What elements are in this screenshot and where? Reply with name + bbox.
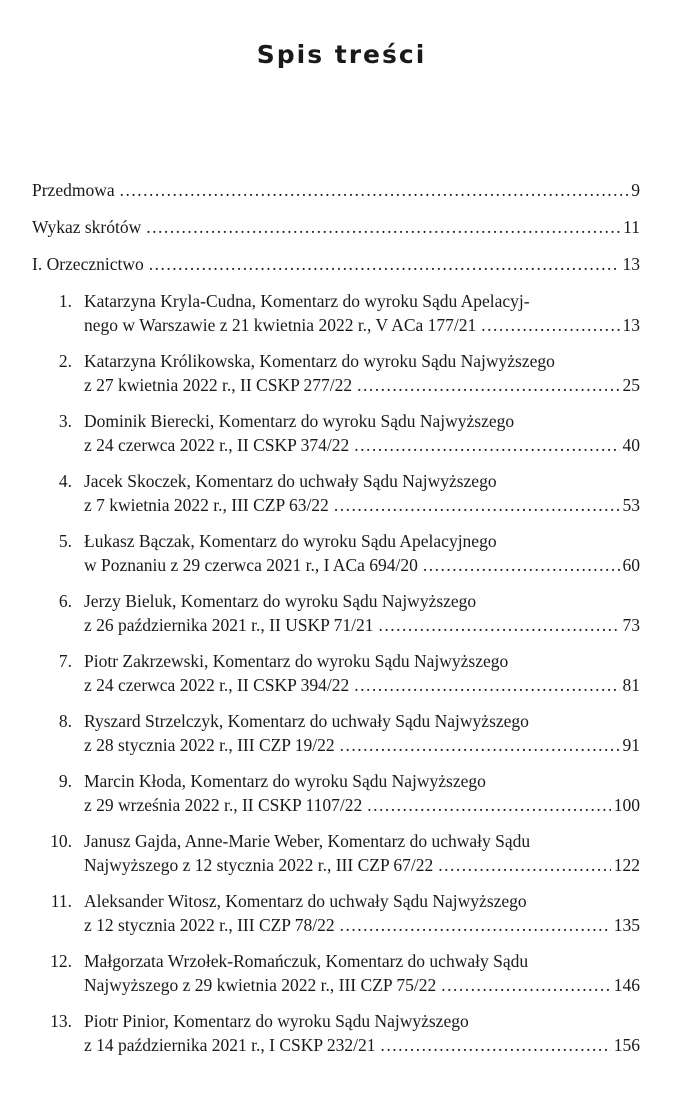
toc-subentry-line1: Katarzyna Królikowska, Komentarz do wyroku Sądu Najwyższego: [84, 351, 555, 371]
toc-subentry-number: 5.: [58, 531, 72, 551]
toc-subentry-page: 156: [613, 1035, 640, 1055]
toc-subentry[interactable]: [32, 349, 640, 409]
dot-leader: [149, 252, 620, 276]
dot-leader: [379, 613, 620, 637]
toc-subentry-line1: Jerzy Bieluk, Komentarz do wyroku Sądu Najwyższego: [84, 591, 477, 611]
toc-subentry-line2: z 24 czerwca 2022 r., II CSKP 394/22: [84, 675, 350, 695]
toc-subentry-page: 100: [613, 795, 640, 815]
toc-subentry-number: 11.: [50, 891, 72, 911]
dot-leader: [423, 553, 620, 577]
table-of-contents: [32, 178, 640, 1069]
dot-leader: [340, 913, 611, 937]
toc-subentry-page: 13: [622, 315, 640, 335]
toc-subentry-line1: Piotr Zakrzewski, Komentarz do wyroku Sądu Najwyższego: [84, 651, 509, 671]
toc-subentry-line2: nego w Warszawie z 21 kwietnia 2022 r., V ACa 177/21: [84, 315, 477, 335]
toc-subentry[interactable]: [32, 289, 640, 349]
toc-subentry-page: 91: [622, 735, 640, 755]
toc-subentry-number: 4.: [58, 471, 72, 491]
toc-subentry-number: 10.: [50, 831, 72, 851]
toc-subentry-page: 73: [622, 615, 640, 635]
toc-subentry-page: 53: [622, 495, 640, 515]
toc-subentry-number: 3.: [58, 411, 72, 431]
toc-subentry[interactable]: [32, 529, 640, 589]
toc-subentry-line2: z 28 stycznia 2022 r., III CZP 19/22: [84, 735, 335, 755]
dot-leader: [367, 793, 611, 817]
toc-subentry-line1: Łukasz Bączak, Komentarz do wyroku Sądu Apelacyjnego: [84, 531, 497, 551]
dot-leader: [438, 853, 610, 877]
toc-subentry-page: 146: [613, 975, 640, 995]
toc-subentry-line2: z 7 kwietnia 2022 r., III CZP 63/22: [84, 495, 329, 515]
toc-entry-label: Przedmowa: [32, 180, 115, 200]
dot-leader: [120, 178, 629, 202]
toc-subentry-line2: w Poznaniu z 29 czerwca 2021 r., I ACa 694/20: [84, 555, 418, 575]
toc-subentry-line1: Jacek Skoczek, Komentarz do uchwały Sądu Najwyższego: [84, 471, 497, 491]
toc-subentry-number: 12.: [50, 951, 72, 971]
toc-entry-label: I. Orzecznictwo: [32, 254, 144, 274]
toc-subentry-number: 2.: [58, 351, 72, 371]
toc-entry-wykaz-skrotow[interactable]: [32, 215, 640, 252]
toc-subentry-line2: z 29 września 2022 r., II CSKP 1107/22: [84, 795, 363, 815]
dot-leader: [357, 373, 619, 397]
toc-subentry-line2: z 26 października 2021 r., II USKP 71/21: [84, 615, 374, 635]
dot-leader: [146, 215, 620, 239]
dot-leader: [481, 313, 619, 337]
dot-leader: [380, 1033, 610, 1057]
toc-subentry-number: 7.: [58, 651, 72, 671]
toc-subentry-line1: Katarzyna Kryla-Cudna, Komentarz do wyroku Sądu Apelacyj-: [84, 291, 530, 311]
toc-subentry-line1: Małgorzata Wrzołek-Romańczuk, Komentarz do uchwały Sądu: [84, 951, 529, 971]
toc-subentry-line1: Ryszard Strzelczyk, Komentarz do uchwały Sądu Najwyższego: [84, 711, 529, 731]
toc-subentry-line1: Piotr Pinior, Komentarz do wyroku Sądu Najwyższego: [84, 1011, 469, 1031]
toc-subentry-number: 9.: [58, 771, 72, 791]
dot-leader: [340, 733, 620, 757]
toc-subentry-line2: Najwyższego z 29 kwietnia 2022 r., III CZP 75/22: [84, 975, 437, 995]
toc-subentry-page: 40: [622, 435, 640, 455]
toc-subentry-line1: Marcin Kłoda, Komentarz do wyroku Sądu Najwyższego: [84, 771, 486, 791]
toc-subentry-line2: Najwyższego z 12 stycznia 2022 r., III CZP 67/22: [84, 855, 434, 875]
toc-subentry-line1: Dominik Bierecki, Komentarz do wyroku Sądu Najwyższego: [84, 411, 515, 431]
dot-leader: [334, 493, 620, 517]
toc-subentry-line2: z 24 czerwca 2022 r., II CSKP 374/22: [84, 435, 350, 455]
toc-subentry-number: 1.: [58, 291, 72, 311]
dot-leader: [354, 433, 619, 457]
toc-subentry[interactable]: [32, 469, 640, 529]
toc-entry-orzecznictwo[interactable]: [32, 252, 640, 289]
toc-subentry-line2: z 12 stycznia 2022 r., III CZP 78/22: [84, 915, 335, 935]
dot-leader: [354, 673, 619, 697]
toc-subentry-number: 13.: [50, 1011, 72, 1031]
toc-subentry[interactable]: [32, 829, 640, 889]
toc-subentry-number: 6.: [58, 591, 72, 611]
toc-entry-page: 13: [622, 254, 640, 274]
toc-subentry[interactable]: [32, 889, 640, 949]
toc-subentry-page: 135: [613, 915, 640, 935]
toc-subentry[interactable]: [32, 1009, 640, 1069]
toc-subentry[interactable]: [32, 709, 640, 769]
toc-subentry-line2: z 14 października 2021 r., I CSKP 232/21: [84, 1035, 376, 1055]
toc-subentry-page: 60: [622, 555, 640, 575]
toc-subentry[interactable]: [32, 649, 640, 709]
toc-entry-przedmowa[interactable]: [32, 178, 640, 215]
toc-entry-label: Wykaz skrótów: [32, 217, 142, 237]
toc-subentry[interactable]: [32, 769, 640, 829]
toc-subentry-line1: Janusz Gajda, Anne-Marie Weber, Komentarz do uchwały Sądu: [84, 831, 531, 851]
toc-subentry[interactable]: [32, 409, 640, 469]
page-title: Spis treści: [256, 40, 427, 69]
toc-subentry-line1: Aleksander Witosz, Komentarz do uchwały Sądu Najwyższego: [84, 891, 527, 911]
toc-subentry-page: 25: [622, 375, 640, 395]
toc-subentry-line2: z 27 kwietnia 2022 r., II CSKP 277/22: [84, 375, 353, 395]
toc-entry-page: 9: [631, 180, 640, 200]
toc-subentry-page: 81: [622, 675, 640, 695]
dot-leader: [441, 973, 611, 997]
toc-subentry[interactable]: [32, 589, 640, 649]
toc-subentry-number: 8.: [58, 711, 72, 731]
toc-subentry[interactable]: [32, 949, 640, 1009]
toc-subentry-page: 122: [613, 855, 640, 875]
toc-subentries: [32, 289, 640, 1069]
toc-entry-page: 11: [623, 217, 640, 237]
